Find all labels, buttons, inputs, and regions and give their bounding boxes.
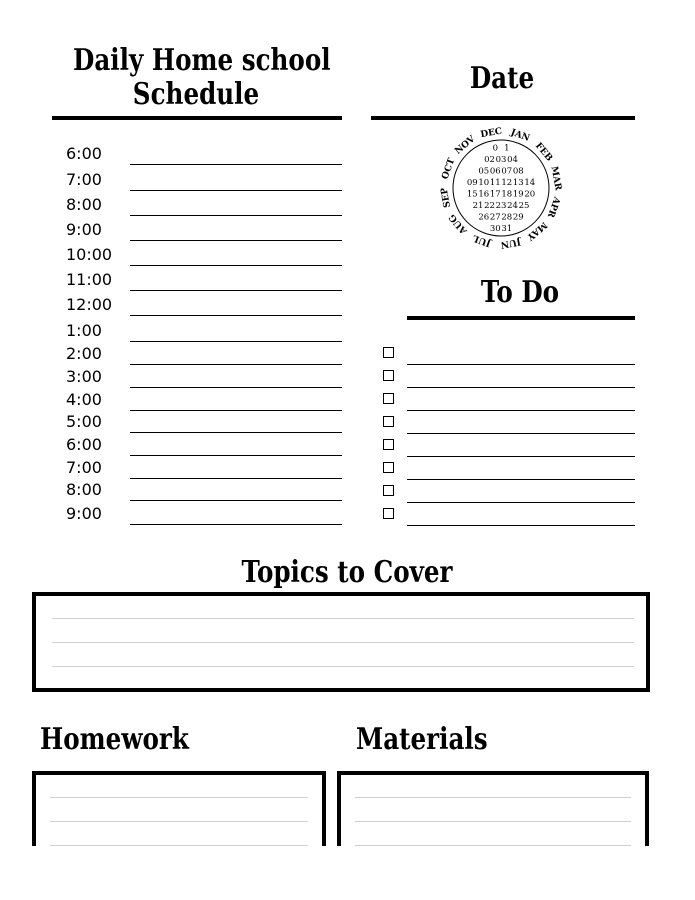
day-number[interactable]: 17 — [489, 189, 501, 200]
month-label: FEB — [532, 141, 555, 164]
time-label: 4:00 — [66, 390, 102, 409]
day-number[interactable]: 16 — [478, 189, 490, 200]
time-label: 6:00 — [66, 435, 102, 454]
time-label: 8:00 — [66, 195, 102, 214]
day-number[interactable]: 26 — [478, 212, 490, 223]
day-number[interactable]: 27 — [489, 212, 501, 223]
time-entry-line[interactable] — [130, 500, 342, 501]
materials-line — [355, 845, 631, 846]
time-label: 7:00 — [66, 170, 102, 189]
topics-line — [52, 642, 634, 643]
homework-line — [50, 821, 308, 822]
month-label: DEC — [479, 126, 504, 141]
month-label: APR — [544, 195, 562, 219]
day-number[interactable]: 14 — [524, 178, 536, 188]
time-label: 1:00 — [66, 321, 102, 340]
todo-heading: To Do — [480, 275, 560, 310]
month-label: SEP — [439, 186, 454, 209]
day-number[interactable]: 11 — [489, 178, 501, 188]
day-number[interactable]: 19 — [512, 189, 524, 200]
time-label: 8:00 — [66, 480, 102, 499]
month-label: MAR — [548, 165, 563, 192]
month-label: JUN — [499, 235, 522, 250]
todo-entry-line[interactable] — [407, 387, 635, 388]
todo-checkbox[interactable] — [383, 416, 394, 427]
topics-line — [52, 618, 634, 619]
todo-rule — [407, 316, 635, 320]
day-number[interactable]: 28 — [501, 212, 513, 223]
todo-checkbox[interactable] — [383, 485, 394, 496]
todo-entry-line[interactable] — [407, 525, 635, 526]
materials-box[interactable] — [337, 771, 649, 846]
month-label: JAN — [509, 127, 531, 144]
time-entry-line[interactable] — [130, 341, 342, 342]
day-number[interactable]: 31 — [501, 224, 513, 234]
time-label: 7:00 — [66, 458, 102, 477]
date-dial-days — [467, 144, 535, 235]
time-entry-line[interactable] — [130, 290, 342, 291]
time-entry-line[interactable] — [130, 524, 342, 525]
day-number[interactable]: 29 — [512, 212, 524, 223]
todo-checkbox[interactable] — [383, 370, 394, 381]
todo-entry-line[interactable] — [407, 502, 635, 503]
todo-checkbox[interactable] — [383, 439, 394, 450]
day-number[interactable]: 18 — [501, 189, 513, 200]
day-number[interactable]: 1 — [504, 143, 510, 154]
page-title-line-2: Schedule — [132, 77, 260, 112]
time-label: 11:00 — [66, 270, 113, 289]
time-label: 3:00 — [66, 367, 102, 386]
date-rule — [371, 116, 635, 120]
time-entry-line[interactable] — [130, 164, 342, 165]
month-label: JUL — [471, 232, 493, 248]
todo-entry-line[interactable] — [407, 479, 635, 480]
time-entry-line[interactable] — [130, 455, 342, 456]
time-entry-line[interactable] — [130, 432, 342, 433]
time-label: 9:00 — [66, 504, 102, 523]
day-number[interactable]: 23 — [495, 201, 507, 211]
day-number[interactable]: 20 — [524, 189, 536, 200]
todo-checkbox[interactable] — [383, 462, 394, 473]
time-entry-line[interactable] — [130, 190, 342, 191]
page-title-line-1: Daily Home school — [73, 43, 331, 78]
day-number[interactable]: 25 — [518, 201, 530, 211]
time-entry-line[interactable] — [130, 240, 342, 241]
time-label: 6:00 — [66, 144, 102, 163]
day-number[interactable]: 07 — [501, 166, 513, 177]
homework-line — [50, 797, 308, 798]
day-number[interactable]: 08 — [512, 166, 524, 177]
day-number[interactable]: 10 — [478, 178, 490, 188]
month-label: AUG — [447, 211, 470, 236]
time-entry-line[interactable] — [130, 387, 342, 388]
day-number[interactable]: 06 — [489, 166, 501, 177]
day-number[interactable]: 04 — [507, 155, 518, 165]
time-label: 12:00 — [66, 295, 113, 314]
todo-entry-line[interactable] — [407, 433, 635, 434]
day-number[interactable]: 21 — [472, 201, 484, 211]
day-number[interactable]: 30 — [489, 224, 501, 234]
day-number[interactable]: 12 — [501, 178, 513, 188]
day-number[interactable]: 24 — [507, 201, 518, 211]
month-label: NOV — [453, 134, 478, 157]
todo-entry-line[interactable] — [407, 410, 635, 411]
homework-box[interactable] — [32, 771, 326, 846]
todo-checkbox[interactable] — [383, 393, 394, 404]
time-label: 10:00 — [66, 245, 113, 264]
todo-entry-line[interactable] — [407, 456, 635, 457]
materials-heading: Materials — [356, 722, 488, 757]
time-label: 5:00 — [66, 412, 102, 431]
topics-heading: Topics to Cover — [241, 555, 453, 590]
todo-entry-line[interactable] — [407, 364, 635, 365]
day-number[interactable]: 15 — [466, 189, 478, 200]
day-number[interactable]: 22 — [484, 201, 495, 211]
date-dial — [437, 124, 565, 252]
time-entry-line[interactable] — [130, 315, 342, 316]
materials-line — [355, 797, 631, 798]
time-entry-line[interactable] — [130, 410, 342, 411]
homework-heading: Homework — [40, 722, 189, 757]
homework-line — [50, 845, 308, 846]
materials-line — [355, 821, 631, 822]
time-entry-line[interactable] — [130, 215, 342, 216]
time-label: 2:00 — [66, 344, 102, 363]
topics-box[interactable] — [32, 592, 650, 692]
month-label: MAY — [524, 219, 549, 242]
day-number[interactable]: 13 — [512, 178, 524, 188]
title-rule — [52, 116, 342, 120]
day-number[interactable]: 05 — [478, 166, 490, 177]
time-entry-line[interactable] — [130, 265, 342, 266]
day-number[interactable]: 03 — [495, 155, 507, 165]
day-number[interactable]: 02 — [484, 155, 495, 165]
time-entry-line[interactable] — [130, 364, 342, 365]
todo-checkbox[interactable] — [383, 347, 394, 358]
day-number[interactable]: 0 — [492, 143, 499, 154]
time-entry-line[interactable] — [130, 478, 342, 479]
time-label: 9:00 — [66, 220, 102, 239]
topics-line — [52, 666, 634, 667]
day-number[interactable]: 09 — [466, 178, 478, 188]
todo-checkbox[interactable] — [383, 508, 394, 519]
page-title — [73, 43, 331, 112]
month-label: OCT — [440, 157, 458, 181]
date-heading: Date — [469, 61, 535, 96]
